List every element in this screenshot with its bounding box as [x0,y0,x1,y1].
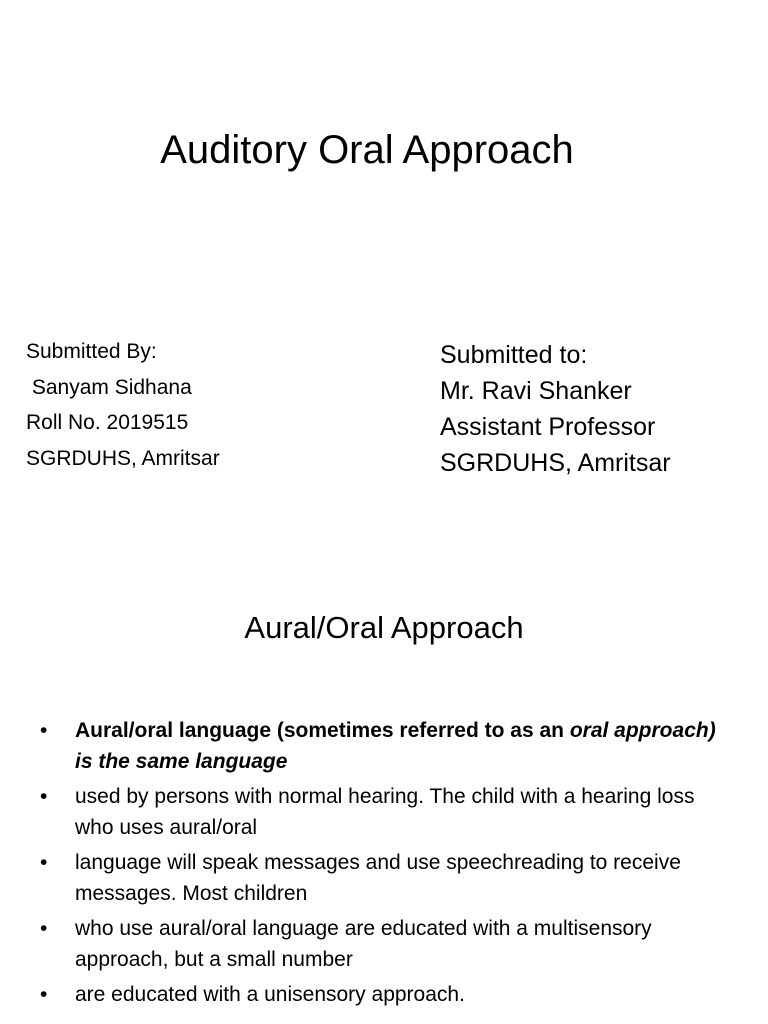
bullet-icon: • [40,851,48,874]
submitted-by-block [26,334,220,476]
bullet-text: are educated with a unisensory approach. [75,983,465,1006]
bullet-text-bold: Aural/oral language (sometimes referred to as an [75,719,570,742]
recipient-name: Mr. Ravi Shanker [440,377,632,405]
bullet-item [40,715,730,777]
content-slide [0,576,768,1024]
bullet-text: who use aural/oral language are educated with a multisensory approach, but a small number [75,917,652,971]
bullet-item [40,781,730,843]
bullet-text-bold-italic: oral approach) is the same language [75,719,716,773]
submitter-name: Sanyam Sidhana [26,375,192,399]
recipient-institution: SGRDUHS, Amritsar [440,449,671,477]
bullet-text: used by persons with normal hearing. The child with a hearing loss who uses aural/oral [75,785,695,839]
submitted-by-heading: Submitted By: [26,340,157,363]
slide-title: Aural/Oral Approach [244,610,524,645]
bullet-item [40,913,730,975]
bullet-item [40,847,730,909]
bullet-icon: • [40,917,48,940]
recipient-designation: Assistant Professor [440,413,656,441]
presentation-title: Auditory Oral Approach [160,128,574,172]
bullet-icon: • [40,983,48,1006]
submitter-institution: SGRDUHS, Amritsar [26,446,220,470]
submitter-roll-number: Roll No. 2019515 [26,411,189,434]
submitted-to-heading: Submitted to: [440,341,588,369]
bullet-text: language will speak messages and use speechreading to receive messages. Most children [75,851,681,905]
bullet-list [40,715,730,1014]
bullet-icon: • [40,719,48,742]
bullet-icon: • [40,785,48,808]
submitted-to-block [440,337,671,481]
bullet-item [40,979,730,1010]
